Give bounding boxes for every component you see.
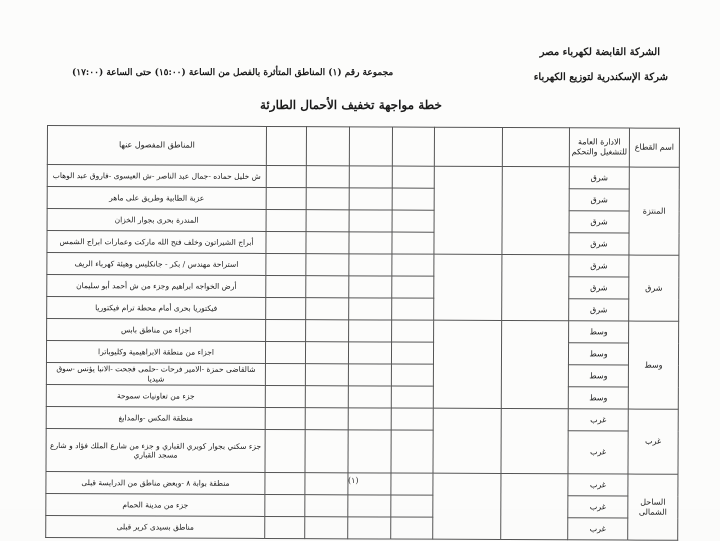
blank-cell xyxy=(305,430,348,473)
header-blank xyxy=(502,127,569,166)
blank-cell xyxy=(433,408,501,473)
document-title: خطة مواجهة تخفيف الأحمال الطارئة xyxy=(260,98,442,112)
table-row xyxy=(47,297,679,322)
blank-cell xyxy=(501,408,568,473)
area-cell: شالقاضى حمزة -الامير فرحات -حلمى فجحت -الانبا يؤنس -سوق شيديا xyxy=(46,362,265,385)
blank-cell xyxy=(501,473,568,539)
group-subtitle: مجموعة رقم (١) المناطق المتأثرة بالفصل من الساعة (١٥:٠٠) حتى الساعة (١٧:٠٠) xyxy=(72,68,394,78)
blank-cell xyxy=(348,364,391,386)
blank-cell xyxy=(266,209,306,231)
blank-cell xyxy=(265,363,305,385)
area-cell: جزء من مدينة الحمام xyxy=(46,493,265,516)
area-cell: أرض الخواجه ابراهيم وجزء من ش أحمد أبو سليمان xyxy=(47,275,266,298)
admin-cell: شرق xyxy=(569,299,629,321)
blank-cell xyxy=(349,166,392,188)
table-row xyxy=(47,253,679,278)
area-cell: مناطق بسيدى كرير قبلى xyxy=(46,515,265,538)
blank-cell xyxy=(392,254,434,276)
header-blank xyxy=(306,127,349,166)
blank-cell xyxy=(392,320,434,342)
blank-cell xyxy=(433,320,501,408)
area-cell: جزء سكني بجوار كوبري القباري و جزء من شارع الملك فؤاد و شارع مسجد القباري xyxy=(46,428,265,472)
blank-cell xyxy=(349,254,392,276)
blank-cell xyxy=(348,495,391,517)
area-cell: منطقة بوابة ٨ -وبعض مناطق من الدرايسة قبلى xyxy=(46,471,265,494)
blank-cell xyxy=(305,408,348,430)
blank-cell xyxy=(305,386,348,408)
admin-cell: شرق xyxy=(569,277,629,299)
blank-cell xyxy=(306,188,349,210)
blank-cell xyxy=(391,473,433,495)
table-row xyxy=(46,493,678,518)
blank-cell xyxy=(391,495,433,517)
blank-cell xyxy=(392,166,434,188)
table-row xyxy=(46,362,678,387)
sector-cell: شرق xyxy=(629,255,679,321)
table-row xyxy=(47,187,679,212)
blank-cell xyxy=(305,517,348,539)
blank-cell xyxy=(502,166,569,254)
blank-cell xyxy=(306,298,349,320)
blank-cell xyxy=(434,166,502,254)
table-row xyxy=(47,231,679,256)
area-cell: استراحة مهندس / بكر - جانكليس وهيئة كهرباء الريف xyxy=(47,253,266,276)
table-row xyxy=(47,319,679,344)
area-cell: أبراج الشيراتون وخلف فتح الله ماركت وعمارات ابراج الشمس xyxy=(47,231,266,254)
blank-cell xyxy=(392,298,434,320)
blank-cell xyxy=(266,275,306,297)
blank-cell xyxy=(305,364,348,386)
blank-cell xyxy=(265,494,305,516)
blank-cell xyxy=(265,385,305,407)
blank-cell xyxy=(391,517,433,539)
admin-cell: وسط xyxy=(568,365,628,387)
table-row xyxy=(47,165,679,190)
admin-cell: شرق xyxy=(569,189,629,211)
admin-cell: شرق xyxy=(569,167,629,189)
blank-cell xyxy=(266,319,306,341)
area-cell: المندرة بحرى بجوار الخزان xyxy=(47,209,266,232)
admin-cell: غرب xyxy=(568,474,628,496)
blank-cell xyxy=(265,407,305,429)
area-cell: اجزاء من مناطق بابس xyxy=(47,319,266,342)
area-cell: ش خليل حماده -جمال عبد الناصر -ش العيسوى -فاروق عبد الوهاب xyxy=(47,165,266,188)
admin-cell: غرب xyxy=(568,518,628,540)
distribution-company-name: شركة الإسكندرية لتوزيع الكهرباء xyxy=(533,72,668,83)
table-row xyxy=(46,471,678,496)
blank-cell xyxy=(392,276,434,298)
blank-cell xyxy=(348,517,391,539)
blank-cell xyxy=(306,320,349,342)
blank-cell xyxy=(391,430,433,473)
blank-cell xyxy=(348,430,391,473)
table-row xyxy=(47,275,679,300)
blank-cell xyxy=(501,320,568,408)
table-row xyxy=(46,384,678,409)
blank-cell xyxy=(392,188,434,210)
page-number: (١) xyxy=(348,476,359,485)
admin-cell: وسط xyxy=(568,343,628,365)
blank-cell xyxy=(433,473,501,539)
blank-cell xyxy=(306,276,349,298)
blank-cell xyxy=(266,187,306,209)
area-cell: اجزاء من منطقة الابراهيمية وكليوباترا xyxy=(46,341,265,364)
blank-cell xyxy=(349,298,392,320)
admin-cell: غرب xyxy=(568,496,628,518)
admin-cell: وسط xyxy=(569,321,629,343)
admin-cell: غرب xyxy=(568,409,628,431)
admin-cell: شرق xyxy=(569,233,629,255)
admin-cell: وسط xyxy=(568,387,628,409)
blank-cell xyxy=(349,188,392,210)
area-cell: فيكتوريا بحرى أمام محطة ترام فيكتوريا xyxy=(47,297,266,320)
blank-cell xyxy=(391,342,433,364)
blank-cell xyxy=(305,342,348,364)
sector-cell: المنتزة xyxy=(629,167,679,255)
blank-cell xyxy=(434,254,502,320)
blank-cell xyxy=(266,231,306,253)
blank-cell xyxy=(349,276,392,298)
header-blank xyxy=(392,127,434,166)
header-blank xyxy=(349,127,392,166)
blank-cell xyxy=(392,210,434,232)
blank-cell xyxy=(306,254,349,276)
blank-cell xyxy=(348,342,391,364)
table-row xyxy=(47,209,679,234)
blank-cell xyxy=(306,166,349,188)
admin-cell: شرق xyxy=(569,211,629,233)
table-row xyxy=(46,515,678,540)
admin-cell: غرب xyxy=(568,431,628,474)
table-header-row xyxy=(47,126,679,168)
blank-cell xyxy=(348,386,391,408)
blank-cell xyxy=(391,386,433,408)
blank-cell xyxy=(266,297,306,319)
header-areas: المناطق المفصول عنها xyxy=(47,126,266,166)
load-shedding-table xyxy=(45,125,680,541)
area-cell: عزبة الطابية وطريق على ماهر xyxy=(47,187,266,210)
blank-cell xyxy=(265,341,305,363)
header-blank xyxy=(434,127,502,166)
sector-cell: الساحل الشمالى xyxy=(628,474,678,540)
blank-cell xyxy=(265,429,305,472)
blank-cell xyxy=(265,472,305,494)
area-cell: منطقة المكس -والمدابغ xyxy=(46,406,265,429)
blank-cell xyxy=(391,364,433,386)
blank-cell xyxy=(392,232,434,254)
blank-cell xyxy=(502,254,569,320)
header-blank xyxy=(266,126,306,165)
blank-cell xyxy=(391,408,433,430)
blank-cell xyxy=(349,232,392,254)
blank-cell xyxy=(265,516,305,538)
table-row xyxy=(46,341,678,366)
blank-cell xyxy=(306,232,349,254)
holding-company-name: الشركة القابضة لكهرباء مصر xyxy=(539,47,660,58)
blank-cell xyxy=(349,210,392,232)
blank-cell xyxy=(306,210,349,232)
blank-cell xyxy=(348,408,391,430)
table-row xyxy=(46,428,678,474)
blank-cell xyxy=(266,253,306,275)
header-admin: الادارة العامة للتشغيل والتحكم xyxy=(569,128,629,167)
sector-cell: غرب xyxy=(628,409,678,474)
blank-cell xyxy=(305,473,348,495)
sector-cell: وسط xyxy=(628,321,678,409)
table-row xyxy=(46,406,678,431)
blank-cell xyxy=(266,165,306,187)
blank-cell xyxy=(349,320,392,342)
blank-cell xyxy=(305,495,348,517)
admin-cell: شرق xyxy=(569,255,629,277)
table-body xyxy=(46,165,680,541)
header-sector: اسم القطاع xyxy=(629,128,679,167)
area-cell: جزء من تعاونيات سموحة xyxy=(46,384,265,407)
